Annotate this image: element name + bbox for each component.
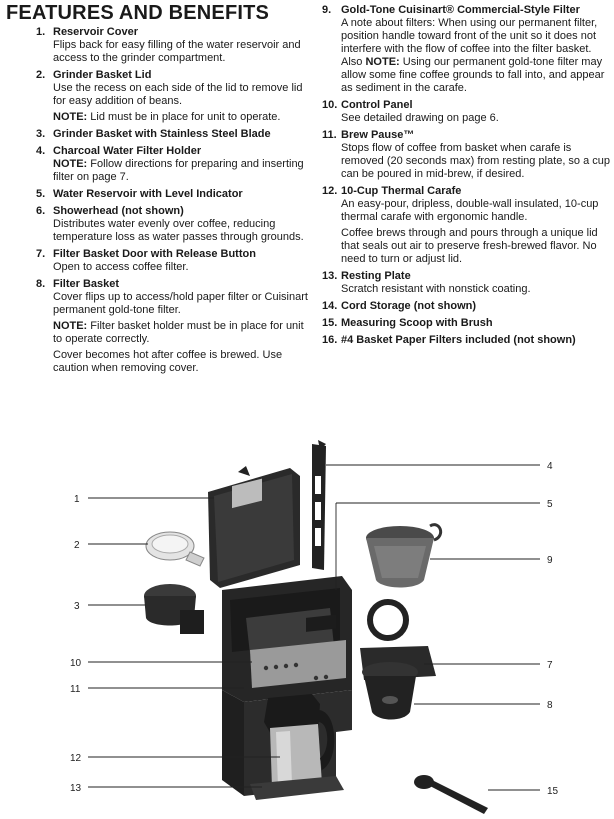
feature-number: 7. [36,248,46,260]
water-filter-holder-illustration [312,440,326,570]
feature-description [341,17,612,95]
description-text: Follow directions for preparing and inserting filter on page 7. [53,158,304,183]
note-label: NOTE: [53,320,88,332]
grinder-basket-illustration [144,584,204,634]
feature-item [322,334,612,347]
description-text: Scratch resistant with nonstick coating. [341,283,531,295]
feature-heading: Gold-Tone Cuisinart® Commercial-Style Filter [341,4,580,16]
feature-item [36,205,308,244]
feature-item [36,145,308,184]
filter-basket-illustration [360,602,436,720]
feature-description [53,82,308,108]
note-label: NOTE: [53,158,88,170]
feature-number: 15. [322,317,338,329]
feature-item [36,69,308,124]
feature-number: 16. [322,334,338,346]
description-text: Cover flips up to access/hold paper filter or Cuisinart permanent gold-tone filter. [53,291,308,316]
coffee-maker-illustration [208,466,352,800]
description-text: Flips back for easy filling of the water reservoir and access to the grinder compartment. [53,39,301,64]
feature-item [322,270,612,296]
callout-13: 13 [70,783,82,794]
feature-description [53,111,308,124]
feature-number: 10. [322,99,338,111]
feature-number: 3. [36,128,46,140]
feature-number: 13. [322,270,338,282]
feature-item [322,185,612,266]
feature-number: 8. [36,278,46,290]
feature-number: 5. [36,188,46,200]
description-text: Distributes water evenly over coffee, reducing temperature loss as water passes through grounds. [53,218,304,243]
description-text: A note about filters: When using our permanent filter, position handle toward front of the unit so it does not interfere with the flow of coffee into the filter basket. Also [341,17,598,68]
feature-item [36,248,308,274]
callout-8: 8 [547,700,553,711]
feature-number: 12. [322,185,338,197]
feature-description [53,291,308,317]
feature-number: 2. [36,69,46,81]
feature-item [322,300,612,313]
feature-heading: Cord Storage (not shown) [341,300,477,312]
description-text: Open to access coffee filter. [53,261,189,273]
feature-item [36,128,308,141]
product-diagram [0,440,614,819]
description-text: Coffee brews through and pours through a unique lid that seals out air to preserve fresh-brewed flavor. No need to turn or adjust lid. [341,227,598,265]
feature-item [36,188,308,201]
feature-heading: Reservoir Cover [53,26,138,38]
feature-number: 11. [322,129,337,141]
feature-description [341,283,612,296]
description-text: Lid must be in place for unit to operate. [87,111,281,123]
feature-item [322,99,612,125]
feature-description [341,198,612,224]
callout-1: 1 [74,494,80,505]
feature-item [36,26,308,65]
feature-number: 1. [36,26,46,38]
feature-number: 4. [36,145,46,157]
feature-description [341,142,612,181]
feature-description [53,349,308,375]
feature-item [322,317,612,330]
feature-heading: #4 Basket Paper Filters included (not shown) [341,334,576,346]
measuring-scoop-illustration [414,775,488,814]
description-text: Stops flow of coffee from basket when carafe is removed (20 seconds max) from resting plate, so a cup can be poured in mid-brew, if desired. [341,142,611,180]
feature-number: 6. [36,205,46,217]
callout-7: 7 [547,660,553,671]
callout-3: 3 [74,601,80,612]
feature-item [322,4,612,95]
callout-4: 4 [547,461,553,472]
callout-2: 2 [74,540,80,551]
callout-5: 5 [547,499,553,510]
note-label: NOTE: [53,111,88,123]
feature-number: 9. [322,4,332,16]
callout-15: 15 [547,786,559,797]
feature-heading: Measuring Scoop with Brush [341,317,493,329]
callout-12: 12 [70,753,82,764]
note-label: NOTE: [365,56,400,68]
features-list-right [322,4,612,351]
description-text: See detailed drawing on page 6. [341,112,499,124]
gold-tone-filter-illustration [366,525,441,588]
feature-description [341,112,612,125]
features-list-left [36,26,308,379]
feature-description [53,39,308,65]
description-text: Filter basket holder must be in place for unit to operate correctly. [53,320,304,345]
feature-heading: Water Reservoir with Level Indicator [53,188,243,200]
description-text: Using our permanent gold-tone filter may allow some fine coffee grounds to fall into, and appear as sediment in the carafe. [341,56,605,94]
feature-description [53,158,308,184]
callout-10: 10 [70,658,82,669]
description-text: Use the recess on each side of the lid to remove lid for easy addition of beans. [53,82,303,107]
feature-description [341,227,612,266]
description-text: An easy-pour, dripless, double-wall insulated, 10-cup thermal carafe with ergonomic handle. [341,198,599,223]
description-text: Cover becomes hot after coffee is brewed. Use caution when removing cover. [53,349,283,374]
feature-heading: 10-Cup Thermal Carafe [341,185,462,197]
feature-heading: Grinder Basket with Stainless Steel Blade [53,128,271,140]
feature-item [322,129,612,181]
feature-heading: Control Panel [341,99,413,111]
feature-heading: Filter Basket [53,278,120,290]
feature-number: 14. [322,300,338,312]
feature-heading: Filter Basket Door with Release Button [53,248,256,260]
feature-description [53,320,308,346]
feature-description [53,218,308,244]
feature-heading: Brew Pause™ [341,129,415,141]
feature-heading: Grinder Basket Lid [53,69,152,81]
grinder-lid-illustration [146,532,204,566]
feature-heading: Resting Plate [341,270,411,282]
feature-heading: Charcoal Water Filter Holder [53,145,202,157]
feature-description [53,261,308,274]
feature-heading: Showerhead (not shown) [53,205,184,217]
page-title: FEATURES AND BENEFITS [6,2,270,24]
callout-11: 11 [70,684,81,695]
callout-9: 9 [547,555,553,566]
feature-item [36,278,308,375]
